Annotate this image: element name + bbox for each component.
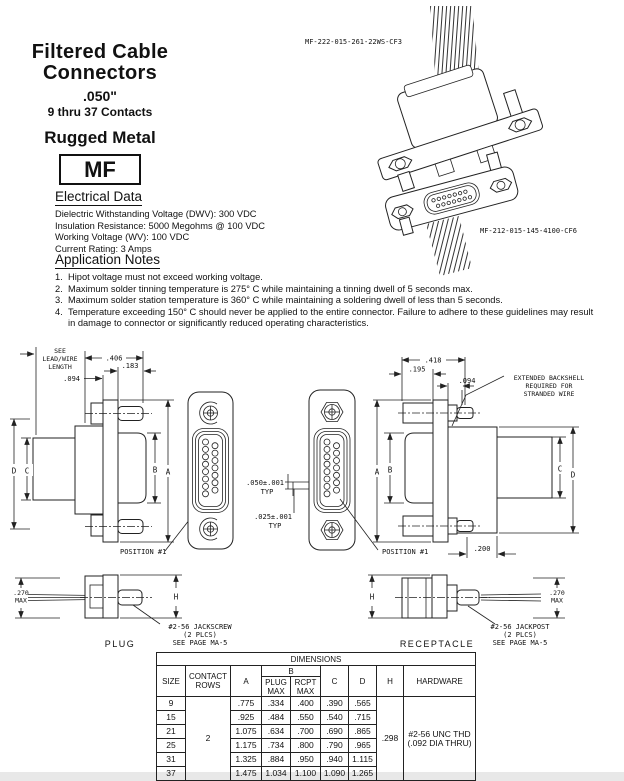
table-title: DIMENSIONS: [157, 653, 476, 666]
cell-b-plug: .734: [262, 739, 291, 753]
note-text: Maximum solder tinning temperature is 275° C while maintaining a tinning dwell of 5 seconds max.: [68, 283, 473, 294]
hardware-thread-spec: #2-56 UNC THD: [408, 728, 471, 739]
max-label: MAX: [15, 596, 27, 605]
extended-backshell-note: STRANDED WIRE: [523, 390, 575, 398]
hardware-dia-spec: (.092 DIA THRU): [407, 737, 472, 748]
note-number: 3.: [55, 295, 63, 305]
receptacle-side-view: [398, 400, 552, 542]
page-title-line1: Filtered Cable: [31, 41, 169, 63]
note-item: [55, 307, 600, 330]
material-label: Rugged Metal: [44, 128, 156, 147]
see-lead-wire-note: SEE: [54, 347, 66, 355]
dim-270-max: .270: [549, 589, 565, 597]
col-header-size: SIZE: [157, 666, 186, 697]
cell-a: 1.175: [231, 739, 262, 753]
cell-size: 37: [157, 767, 186, 781]
cell-c: .390: [321, 697, 349, 711]
dim-050-typ: .050±.001: [246, 479, 284, 487]
pitch-spec: .050": [83, 88, 117, 104]
dim-094: .094: [63, 375, 80, 383]
extended-backshell-note: REQUIRED FOR: [525, 382, 573, 390]
cell-a: 1.325: [231, 753, 262, 767]
note-number: 1.: [55, 272, 63, 282]
receptacle-hardware-view: [368, 575, 565, 649]
plug-side-view: [33, 400, 152, 542]
plug-connector-illustration: [358, 49, 549, 196]
cell-contact-rows: 2: [186, 697, 231, 781]
electrical-line: Insulation Resistance: 5000 Megohms @ 100 VDC: [55, 220, 265, 231]
dim-418: .418: [424, 356, 442, 365]
see-lead-wire-note: LEAD/WIRE: [42, 355, 78, 363]
contacts-range: 9 thru 37 Contacts: [47, 105, 153, 119]
typ-label: TYP: [260, 488, 274, 496]
cell-b-plug: 1.034: [262, 767, 291, 781]
col-header-c: C: [321, 666, 349, 697]
cell-a: 1.075: [231, 725, 262, 739]
max-label: MAX: [551, 596, 563, 605]
note-text: Temperature exceeding 150° C should never be applied to the entire connector. Failure to adhere to these guidelines may result in damage to connector or significantly reduced operating characteristics.: [68, 306, 594, 328]
jackpost-note: SEE PAGE MA-5: [492, 639, 548, 647]
dim-183: .183: [121, 362, 139, 370]
dimensions-table: [156, 652, 476, 781]
part-number-top: MF-222-015-261-22WS-CF3: [305, 38, 402, 46]
cell-d: .865: [349, 725, 377, 739]
electrical-line: Dielectric Withstanding Voltage (DWV): 300 VDC: [55, 209, 257, 219]
dim-letter-a: A: [165, 467, 171, 477]
cell-b-plug: .484: [262, 711, 291, 725]
cell-c: .540: [321, 711, 349, 725]
dim-letter-h: H: [173, 592, 179, 602]
cell-a: .925: [231, 711, 262, 725]
wire-bundle-bottom: [426, 216, 472, 276]
cell-c: .790: [321, 739, 349, 753]
cell-b-rcpt: .550: [291, 711, 321, 725]
col-header-a: A: [231, 666, 262, 697]
dim-letter-c: C: [557, 464, 563, 474]
col-header-d: D: [349, 666, 377, 697]
col-header-b-plug: PLUG MAX: [262, 677, 291, 697]
dim-025-typ: .025±.001: [254, 513, 292, 521]
cell-d: .565: [349, 697, 377, 711]
cell-b-plug: .884: [262, 753, 291, 767]
cell-size: 31: [157, 753, 186, 767]
hardware-side-views: [0, 568, 624, 656]
electrical-line: Current Rating: 3 Amps: [55, 243, 152, 254]
note-number: 2.: [55, 283, 63, 294]
receptacle-face-view: [309, 390, 355, 550]
dim-letter-b: B: [152, 465, 158, 475]
table-row: [157, 697, 476, 711]
cell-h: .298: [377, 697, 404, 781]
col-header-h: H: [377, 666, 404, 697]
position-1-label: POSITION #1: [382, 548, 429, 556]
dim-200: .200: [473, 545, 491, 553]
position-1-label: POSITION #1: [120, 548, 167, 556]
connector-isometric-illustration: [0, 0, 624, 300]
jackpost-note: #2-56 JACKPOST: [490, 623, 550, 631]
cell-d: .965: [349, 739, 377, 753]
dim-195: .195: [408, 365, 426, 374]
technical-drawing-views: [0, 343, 624, 575]
jackscrew-note: (2 PLCS): [183, 631, 217, 639]
note-number: 4.: [55, 306, 63, 317]
col-header-contact-rows: CONTACT ROWS: [186, 666, 231, 697]
cell-hardware: [404, 697, 476, 781]
dim-letter-c: C: [24, 466, 30, 476]
note-text: Maximum solder station temperature is 360° C while maintaining a soldering dwell of less than 5 seconds.: [68, 295, 503, 305]
cell-c: 1.090: [321, 767, 349, 781]
cell-d: 1.265: [349, 767, 377, 781]
cell-b-rcpt: .800: [291, 739, 321, 753]
cell-b-rcpt: 1.100: [291, 767, 321, 781]
cell-size: 25: [157, 739, 186, 753]
series-code-box: MF: [59, 154, 141, 185]
receptacle-view-label: RECEPTACLE: [399, 639, 475, 649]
dim-letter-d: D: [11, 466, 17, 476]
dim-letter-a: A: [374, 467, 380, 477]
typ-label: TYP: [268, 522, 282, 530]
col-header-b-rcpt: RCPT MAX: [291, 677, 321, 697]
dim-letter-d: D: [570, 470, 576, 480]
dim-letter-h: H: [369, 592, 375, 602]
page-title-line2: Connectors: [42, 62, 158, 84]
cell-d: .715: [349, 711, 377, 725]
cell-size: 15: [157, 711, 186, 725]
cell-c: .690: [321, 725, 349, 739]
plug-face-view: [188, 392, 233, 549]
cell-a: .775: [231, 697, 262, 711]
plug-hardware-view: [13, 575, 232, 649]
cell-d: 1.115: [349, 753, 377, 767]
see-lead-wire-note: LENGTH: [48, 363, 72, 371]
cell-b-rcpt: .700: [291, 725, 321, 739]
extended-backshell-note: EXTENDED BACKSHELL: [513, 374, 585, 382]
note-text: Hipot voltage must not exceed working voltage.: [68, 272, 263, 282]
col-header-hardware: HARDWARE: [404, 666, 476, 697]
jackscrew-note: SEE PAGE MA-5: [172, 639, 228, 647]
cell-b-plug: .334: [262, 697, 291, 711]
cell-b-plug: .634: [262, 725, 291, 739]
cell-b-rcpt: .950: [291, 753, 321, 767]
part-number-bottom: MF-212-015-145-4100-CF6: [480, 227, 577, 235]
electrical-data-heading: Electrical Data: [55, 189, 143, 204]
plug-view-label: PLUG: [104, 639, 136, 649]
dim-270-max: .270: [13, 589, 29, 597]
dim-406: .406: [105, 354, 123, 363]
cell-size: 21: [157, 725, 186, 739]
dim-094: .094: [458, 377, 476, 385]
cell-c: .940: [321, 753, 349, 767]
dim-letter-b: B: [387, 465, 393, 475]
cell-size: 9: [157, 697, 186, 711]
col-header-b: B: [262, 666, 321, 677]
application-notes-heading: Application Notes: [55, 252, 161, 267]
cell-a: 1.475: [231, 767, 262, 781]
electrical-line: Working Voltage (WV): 100 VDC: [55, 232, 190, 242]
jackscrew-note: #2-56 JACKSCREW: [168, 623, 232, 631]
jackpost-note: (2 PLCS): [503, 631, 537, 639]
cell-b-rcpt: .400: [291, 697, 321, 711]
